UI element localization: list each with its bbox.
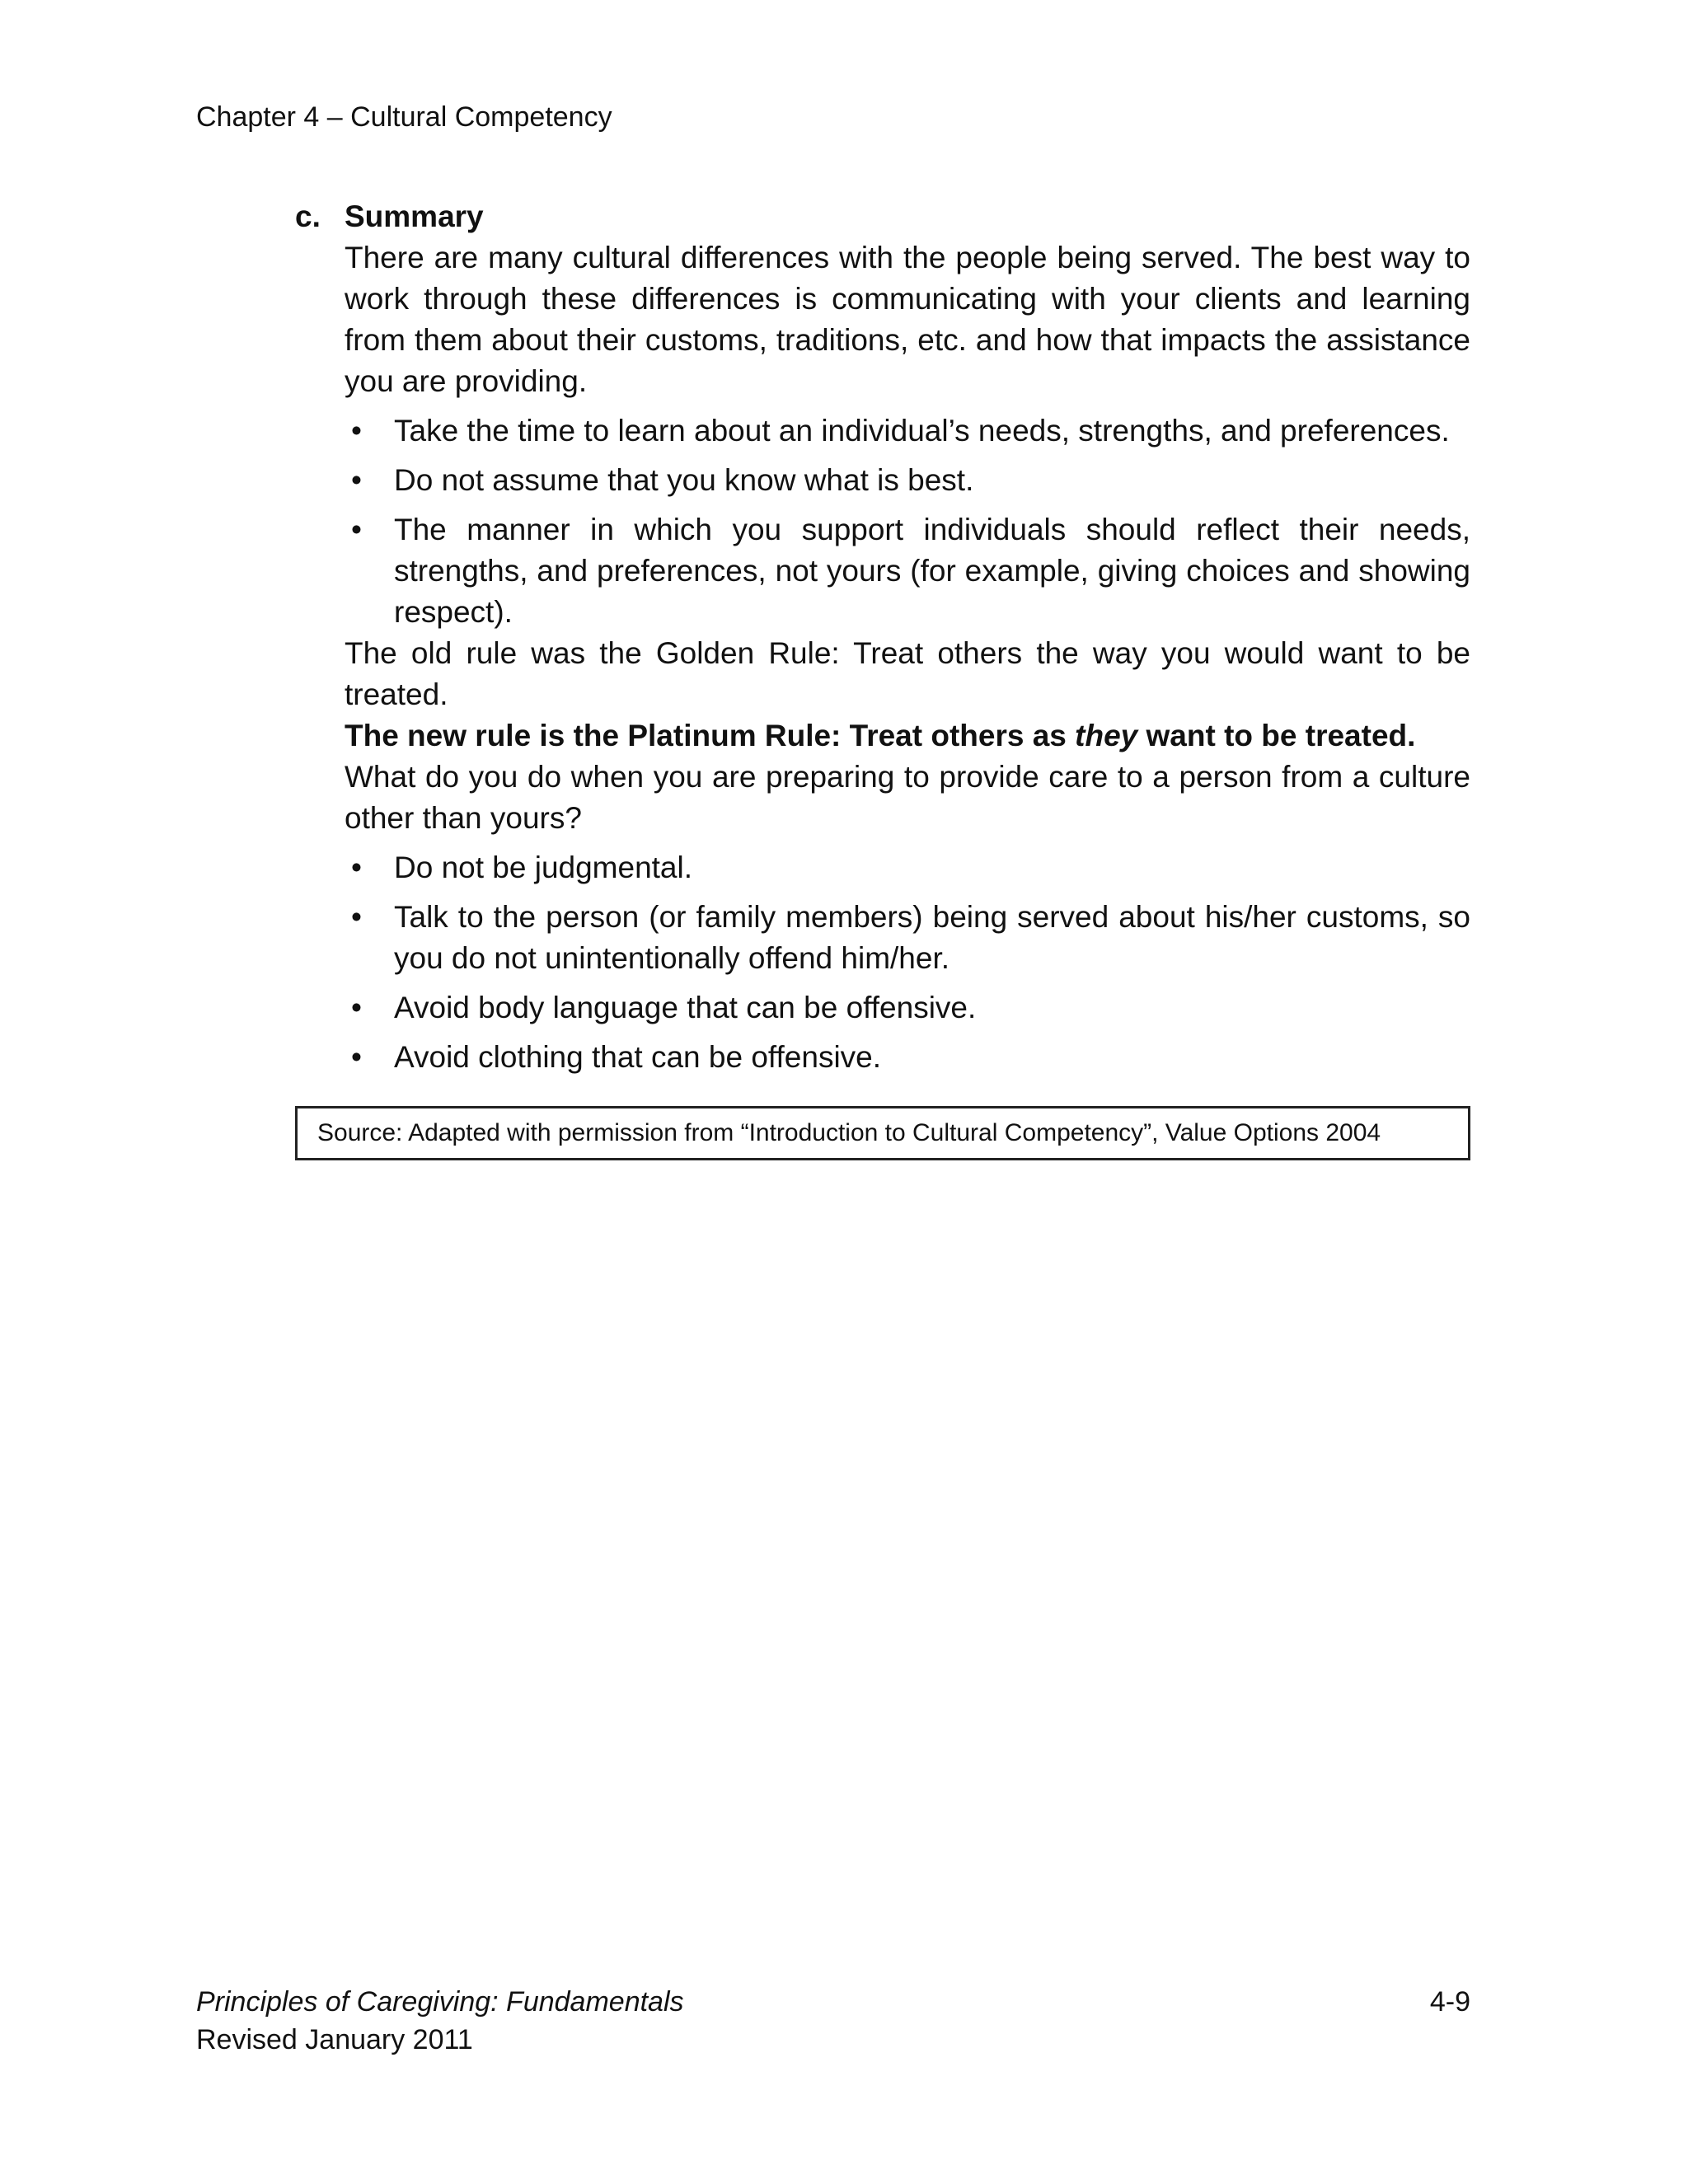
section-title: Summary bbox=[345, 199, 484, 233]
list-item bbox=[345, 987, 1470, 1029]
bullet-icon: • bbox=[351, 991, 362, 1024]
list-item bbox=[345, 897, 1470, 979]
bullet-icon: • bbox=[351, 513, 362, 546]
bullet-icon: • bbox=[351, 414, 362, 448]
list-item-text: Talk to the person (or family members) being served about his/her customs, so you do not unintentionally offend him/her. bbox=[394, 900, 1470, 975]
bullet-icon: • bbox=[351, 900, 362, 934]
bullet-icon: • bbox=[351, 1040, 362, 1074]
footer-revised: Revised January 2011 bbox=[196, 2024, 473, 2055]
summary-section bbox=[295, 196, 1470, 1160]
platinum-rule-paragraph bbox=[345, 715, 1470, 757]
list-item-text: Do not be judgmental. bbox=[394, 851, 693, 884]
section-body bbox=[345, 237, 1470, 1078]
list-item-text: The manner in which you support individuals should reflect their needs, strengths, and preferences, not yours (for example, giving choices and showing respect). bbox=[394, 513, 1470, 629]
page-header: Chapter 4 – Cultural Competency bbox=[196, 101, 612, 133]
list-item-text: Avoid clothing that can be offensive. bbox=[394, 1040, 882, 1074]
platinum-rule-emphasis: they bbox=[1075, 719, 1138, 752]
bullet-icon: • bbox=[351, 851, 362, 884]
golden-rule-paragraph: The old rule was the Golden Rule: Treat others the way you would want to be treated. bbox=[345, 636, 1470, 711]
bullet-icon: • bbox=[351, 463, 362, 497]
bullet-list-2 bbox=[345, 847, 1470, 1078]
list-item bbox=[345, 509, 1470, 633]
page-footer bbox=[196, 1983, 684, 2059]
list-item bbox=[345, 460, 1470, 501]
source-citation-box: Source: Adapted with permission from “Introduction to Cultural Competency”, Value Options 2004 bbox=[295, 1106, 1470, 1160]
list-item bbox=[345, 1037, 1470, 1078]
page-number: 4-9 bbox=[1429, 1986, 1470, 2018]
list-item bbox=[345, 847, 1470, 888]
bullet-list-1 bbox=[345, 410, 1470, 633]
section-letter: c. bbox=[295, 199, 321, 233]
platinum-rule-text-end: want to be treated. bbox=[1137, 719, 1416, 752]
footer-title: Principles of Caregiving: Fundamentals bbox=[196, 1986, 684, 2018]
list-item bbox=[345, 410, 1470, 452]
section-heading bbox=[295, 196, 1470, 237]
question-paragraph: What do you do when you are preparing to provide care to a person from a culture other than yours? bbox=[345, 760, 1470, 835]
list-item-text: Take the time to learn about an individual’s needs, strengths, and preferences. bbox=[394, 414, 1450, 448]
platinum-rule-text: The new rule is the Platinum Rule: Treat others as bbox=[345, 719, 1076, 752]
list-item-text: Avoid body language that can be offensive. bbox=[394, 991, 977, 1024]
intro-paragraph: There are many cultural differences with the people being served. The best way to work through these differences is communicating with your clients and learning from them about their customs, traditions, etc. and how that impacts the assistance you are providing. bbox=[345, 241, 1470, 398]
list-item-text: Do not assume that you know what is best. bbox=[394, 463, 974, 497]
